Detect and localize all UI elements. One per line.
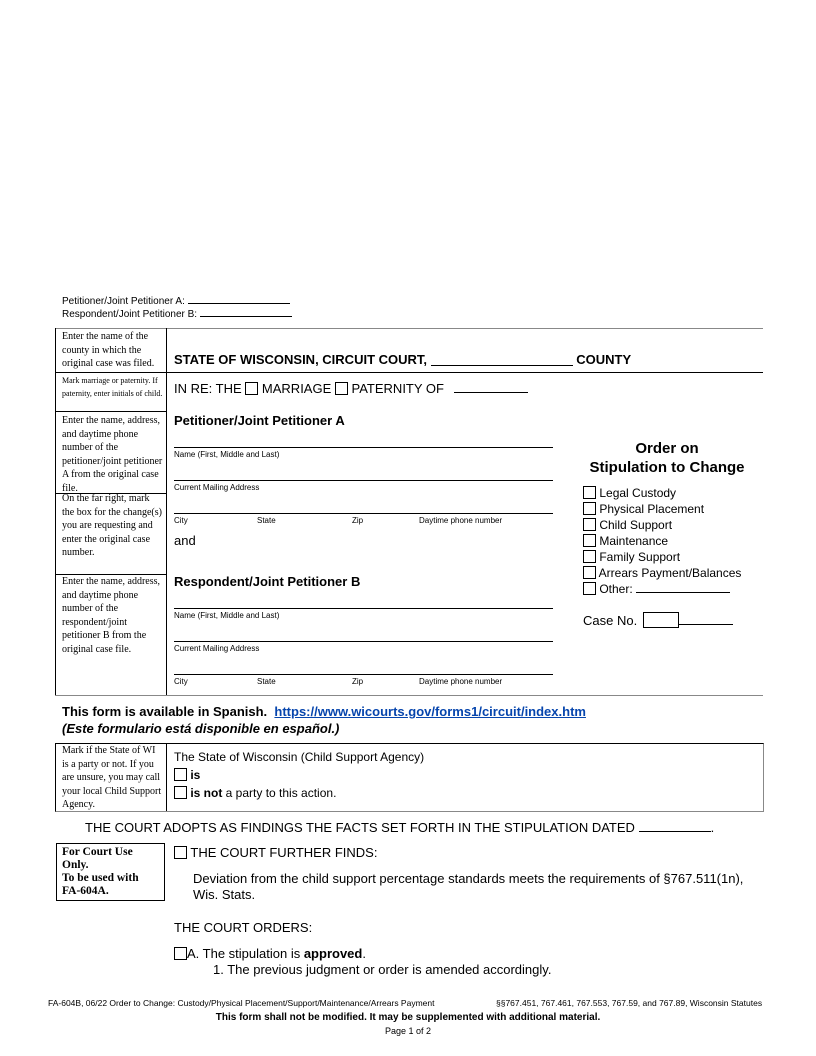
maintenance-checkbox[interactable] <box>583 534 596 547</box>
respondent-zip-label: Zip <box>352 677 364 686</box>
county-instruction: Enter the name of the county in which the original case was filed. <box>62 331 155 369</box>
county-caption <box>174 352 631 367</box>
county-field[interactable] <box>431 365 573 366</box>
option-label: Physical Placement <box>599 502 705 516</box>
footer-notice: This form shall not be modified. It may be supplemented with additional material. <box>215 1012 601 1023</box>
state-is-not-checkbox[interactable] <box>174 786 187 799</box>
respondent-b-label: Respondent/Joint Petitioner B: <box>62 309 198 320</box>
footer-statutes: §§767.451, 767.461, 767.553, 767.59, and 767.89, Wisconsin Statutes <box>496 998 763 1008</box>
spanish-text: This form is available in Spanish. <box>62 704 268 719</box>
state-party-suffix: a party to this action. <box>222 786 337 800</box>
respondent-city-label: City <box>174 677 188 686</box>
state-box-divider <box>166 743 167 811</box>
physical-placement-checkbox[interactable] <box>583 502 596 515</box>
option-family-support[interactable] <box>583 549 741 565</box>
petitioner-city-line[interactable] <box>174 513 553 514</box>
petitioner-state-label: State <box>257 516 276 525</box>
deviation-text: Deviation from the child support percentage standards meets the requirements of §767.511(1n), Wis. Stats. <box>193 871 744 902</box>
option-maintenance[interactable] <box>583 533 741 549</box>
paternity-label: PATERNITY OF <box>351 381 444 396</box>
county-label: COUNTY <box>576 352 632 367</box>
order-title-line2: Stipulation to Change <box>589 459 745 476</box>
order-a-suffix: . <box>362 946 366 961</box>
option-label: Child Support <box>599 518 673 532</box>
option-label: Arrears Payment/Balances <box>598 566 742 580</box>
petitioner-name-line[interactable] <box>174 447 553 448</box>
petitioner-address-label: Current Mailing Address <box>174 483 260 492</box>
footer-form-id: FA-604B, 06/22 Order to Change: Custody/Physical Placement/Support/Maintenance/Arrears Payment <box>48 998 435 1008</box>
state-circuit-court: STATE OF WISCONSIN, CIRCUIT COURT, <box>174 352 428 367</box>
petitioner-zip-label: Zip <box>352 516 364 525</box>
respondent-instruction: Enter the name, address, and daytime phone number of the respondent/joint petitioner B from the original case file. <box>62 576 161 655</box>
in-re-label: IN RE: THE <box>174 381 242 396</box>
other-checkbox[interactable] <box>583 582 596 595</box>
option-label: Maintenance <box>599 534 669 548</box>
and-text: and <box>174 533 196 548</box>
petitioner-city-label: City <box>174 516 188 525</box>
in-re-line <box>174 381 528 396</box>
state-is-checkbox[interactable] <box>174 768 187 781</box>
further-finds-checkbox[interactable] <box>174 846 187 859</box>
footer-page: Page 1 of 2 <box>384 1026 432 1036</box>
caption-top-border <box>55 328 763 329</box>
approved-checkbox[interactable] <box>174 947 187 960</box>
petitioner-name-label: Name (First, Middle and Last) <box>174 450 280 459</box>
sidebar-left-border <box>55 328 56 695</box>
case-no-label: Case No. <box>583 613 638 628</box>
option-legal-custody[interactable] <box>583 485 741 501</box>
state-party-options <box>174 748 424 802</box>
petitioner-instruction: Enter the name, address, and daytime phone number of the petitioner/joint petitioner A from the original case file. <box>62 415 163 494</box>
option-label: Other: <box>599 582 633 596</box>
case-no-line[interactable] <box>679 624 733 625</box>
paternity-checkbox[interactable] <box>335 382 348 395</box>
state-is-label: is <box>190 768 201 782</box>
petitioner-a-field[interactable] <box>188 303 290 304</box>
respondent-b-field[interactable] <box>200 316 292 317</box>
petitioner-heading: Petitioner/Joint Petitioner A <box>174 413 345 428</box>
order-a-approved: approved <box>303 946 363 961</box>
further-finds-heading: THE COURT FURTHER FINDS: <box>190 845 378 860</box>
caption-bottom-border <box>55 695 763 696</box>
marriage-checkbox[interactable] <box>245 382 258 395</box>
arrears-checkbox[interactable] <box>583 566 596 579</box>
option-child-support[interactable] <box>583 517 741 533</box>
spanish-note: (Este formulario está disponible en español.) <box>62 721 340 736</box>
marriage-label: MARRIAGE <box>261 381 332 396</box>
sidebar-divider-1 <box>55 411 166 412</box>
option-label: Family Support <box>599 550 681 564</box>
petitioner-a-label: Petitioner/Joint Petitioner A: <box>62 296 185 307</box>
respondent-address-label: Current Mailing Address <box>174 644 260 653</box>
county-row-divider <box>55 372 763 373</box>
marriage-instruction: Mark marriage or paternity. If paternity, enter initials of child. <box>62 376 163 398</box>
other-field[interactable] <box>636 592 730 593</box>
family-support-checkbox[interactable] <box>583 550 596 563</box>
petitioner-phone-label: Daytime phone number <box>419 516 503 525</box>
case-no-box[interactable] <box>643 612 679 628</box>
respondent-name-line[interactable] <box>174 608 553 609</box>
respondent-phone-label: Daytime phone number <box>419 677 503 686</box>
change-options <box>583 485 741 597</box>
court-use-box: For Court Use Only. To be used with FA-604A. <box>56 843 165 901</box>
option-physical-placement[interactable] <box>583 501 741 517</box>
option-label: Legal Custody <box>599 486 677 500</box>
order-a-prefix: A. The stipulation is <box>187 946 304 961</box>
order-title-line1: Order on <box>635 440 699 457</box>
state-is-not-label: is not <box>190 786 223 800</box>
child-support-checkbox[interactable] <box>583 518 596 531</box>
respondent-address-line[interactable] <box>174 641 553 642</box>
change-instruction: On the far right, mark the box for the change(s) you are requesting and enter the original case number. <box>62 493 162 558</box>
option-other[interactable] <box>583 581 741 597</box>
state-instruction: Mark if the State of WI is a party or not. If you are unsure, you may call your local Child Support Agency. <box>62 745 162 810</box>
spanish-link[interactable]: https://www.wicourts.gov/forms1/circuit/index.htm <box>274 704 586 719</box>
state-party-heading: The State of Wisconsin (Child Support Agency) <box>174 750 425 764</box>
order-item-1: 1. The previous judgment or order is amended accordingly. <box>213 962 552 977</box>
findings-line: THE COURT ADOPTS AS FINDINGS THE FACTS SET FORTH IN THE STIPULATION DATED . <box>85 820 715 835</box>
sidebar-right-border <box>166 328 167 695</box>
further-finds <box>174 845 377 860</box>
petitioner-address-line[interactable] <box>174 480 553 481</box>
case-number <box>583 612 733 628</box>
option-arrears[interactable] <box>583 565 741 581</box>
order-a <box>174 946 366 961</box>
order-title <box>566 439 768 477</box>
respondent-state-label: State <box>257 677 276 686</box>
respondent-city-line[interactable] <box>174 674 553 675</box>
respondent-heading: Respondent/Joint Petitioner B <box>174 574 361 589</box>
stipulation-date-field[interactable] <box>639 831 711 832</box>
court-orders-heading: THE COURT ORDERS: <box>174 920 313 935</box>
spanish-notice <box>62 703 586 737</box>
child-initials-field[interactable] <box>454 392 528 393</box>
header-labels <box>62 295 292 321</box>
legal-custody-checkbox[interactable] <box>583 486 596 499</box>
findings-text: THE COURT ADOPTS AS FINDINGS THE FACTS SET FORTH IN THE STIPULATION DATED <box>85 820 635 835</box>
respondent-name-label: Name (First, Middle and Last) <box>174 611 280 620</box>
